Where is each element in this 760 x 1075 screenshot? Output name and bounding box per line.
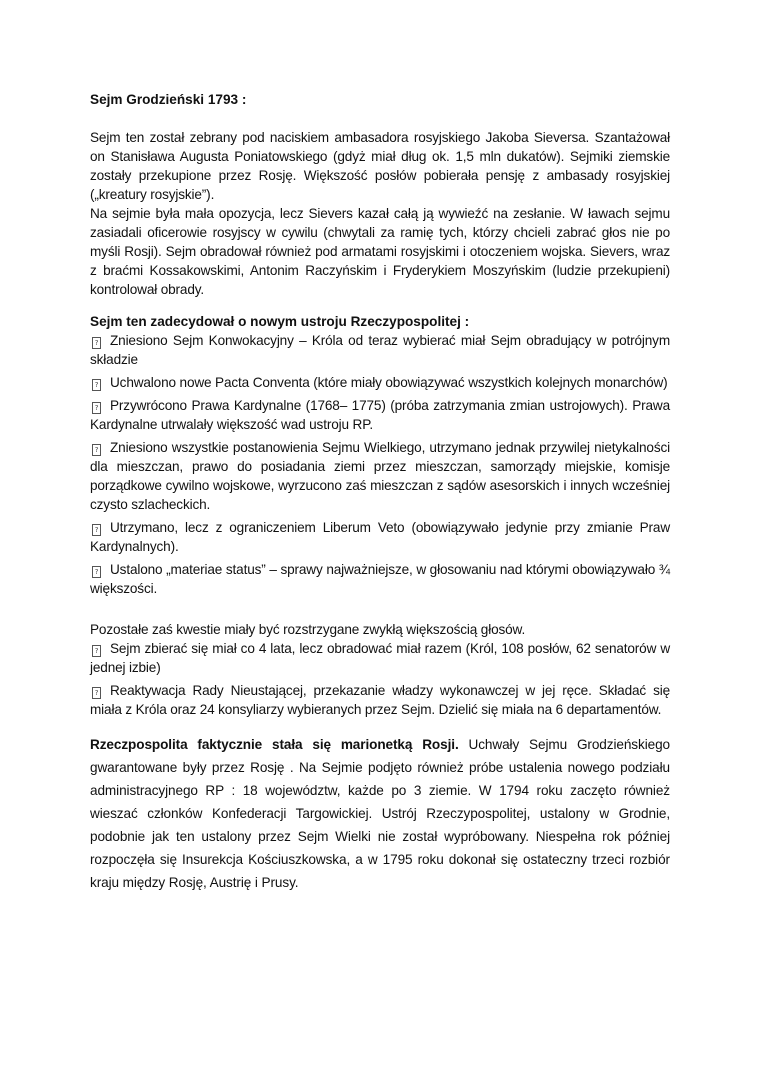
missing-glyph-bullet-icon: ? xyxy=(92,566,101,578)
list-item xyxy=(90,681,670,719)
intro-section xyxy=(90,128,670,299)
section-heading: Sejm ten zadecydował o nowym ustroju Rzeczypospolitej : xyxy=(90,314,470,329)
document-page xyxy=(90,90,670,894)
list-item-text: Sejm zbierać się miał co 4 lata, lecz obradować miał razem (Król, 108 posłów, 62 senatorów w jednej izbie) xyxy=(90,641,670,675)
spacer xyxy=(90,602,670,620)
intro-paragraph: Sejm ten został zebrany pod naciskiem ambasadora rosyjskiego Jakoba Sieversa. Szantażował on Stanisława Augusta Poniatowskiego (gdyż miał dług ok. 1,5 mln dukatów). Sejmiki ziemskie zostały przekupione przez Rosję. Większość posłów pobierała pensję z ambasady rosyjskiej („kreatury rosyjskie”). xyxy=(90,130,670,202)
missing-glyph-bullet-icon: ? xyxy=(92,402,101,414)
list-item-text: Przywrócono Prawa Kardynalne (1768– 1775) (próba zatrzymania zmian ustrojowych). Prawa Kardynalne utrwalały większość wad ustroju RP. xyxy=(90,398,670,432)
document-title: Sejm Grodzieński 1793 : xyxy=(90,92,247,107)
missing-glyph-bullet-icon: ? xyxy=(92,337,101,349)
list-item-text: Zniesiono wszystkie postanowienia Sejmu Wielkiego, utrzymano jednak przywilej nietykalności dla mieszczan, prawo do posiadania ziemi przez mieszczan, samorządy miejskie, komisje porządkowe cywilno wojskowe, wyrzucono zaś mieszczan z sądów asesorskich i innych wcześniej czysto szlacheckich. xyxy=(90,440,670,512)
final-paragraph-text: Uchwały Sejmu Grodzieńskiego gwarantowane były przez Rosję . Na Sejmie podjęto również próbe ustalenia nowego podziału administracyjnego RP : 18 województw, każde po 3 ziemie. W 1794 roku zaczęto również wieszać członków Konfederacji Targowickiej. Ustrój Rzeczypospolitej, ustalony w Grodnie, podobnie jak ten ustalony przez Sejm Wielki nie został wypróbowany. Niespełna rok później rozpoczęła się Insurekcja Kościuszkowska, a w 1795 roku dokonał się ostateczny trzeci rozbiór kraju między Rosję, Austrię i Prusy. xyxy=(90,737,670,890)
bullet-list-first xyxy=(90,331,670,598)
list-item xyxy=(90,518,670,556)
list-item-text: Ustalono „materiae status” – sprawy najważniejsze, w głosowaniu nad którymi obowiązywało ¾ większości. xyxy=(90,562,670,596)
second-section xyxy=(90,620,670,719)
list-item xyxy=(90,331,670,369)
list-item xyxy=(90,560,670,598)
missing-glyph-bullet-icon: ? xyxy=(92,687,101,699)
list-item-text: Uchwalono nowe Pacta Conventa (które miały obowiązywać wszystkich kolejnych monarchów) xyxy=(110,375,668,390)
list-item xyxy=(90,396,670,434)
list-item xyxy=(90,373,670,392)
final-paragraph-bold-lead: Rzeczpospolita faktycznie stała się marionetką Rosji. xyxy=(90,737,459,752)
missing-glyph-bullet-icon: ? xyxy=(92,379,101,391)
missing-glyph-bullet-icon: ? xyxy=(92,645,101,657)
list-item-text: Reaktywacja Rady Nieustającej, przekazanie władzy wykonawczej w jej ręce. Składać się miała z Króla oraz 24 konsyliarzy wybieranych przez Sejm. Dzielić się miała na 6 departamentów. xyxy=(90,683,670,717)
missing-glyph-bullet-icon: ? xyxy=(92,524,101,536)
list-item xyxy=(90,639,670,677)
final-paragraph xyxy=(90,733,670,894)
middle-paragraph: Pozostałe zaś kwestie miały być rozstrzygane zwykłą większością głosów. xyxy=(90,622,526,637)
missing-glyph-bullet-icon: ? xyxy=(92,444,101,456)
list-item-text: Utrzymano, lecz z ograniczeniem Liberum Veto (obowiązywało jedynie przy zmianie Praw Kardynalnych). xyxy=(90,520,670,554)
list-item-text: Zniesiono Sejm Konwokacyjny – Króla od teraz wybierać miał Sejm obradujący w potrójnym składzie xyxy=(90,333,670,367)
intro-paragraph: Na sejmie była mała opozycja, lecz Sievers kazał całą ją wywieźć na zesłanie. W ławach sejmu zasiadali oficerowie rosyjscy w cywilu (chwytali za ramię tych, którzy chcieli zabrać głos nie po myśli Rosji). Sejm obradował również pod armatami rosyjskimi i otoczeniem wojska. Sievers, wraz z braćmi Kossakowskimi, Antonim Raczyńskim i Fryderykiem Moszyńskim (ludzie przekupieni) kontrolował obrady. xyxy=(90,206,670,297)
list-item xyxy=(90,438,670,514)
